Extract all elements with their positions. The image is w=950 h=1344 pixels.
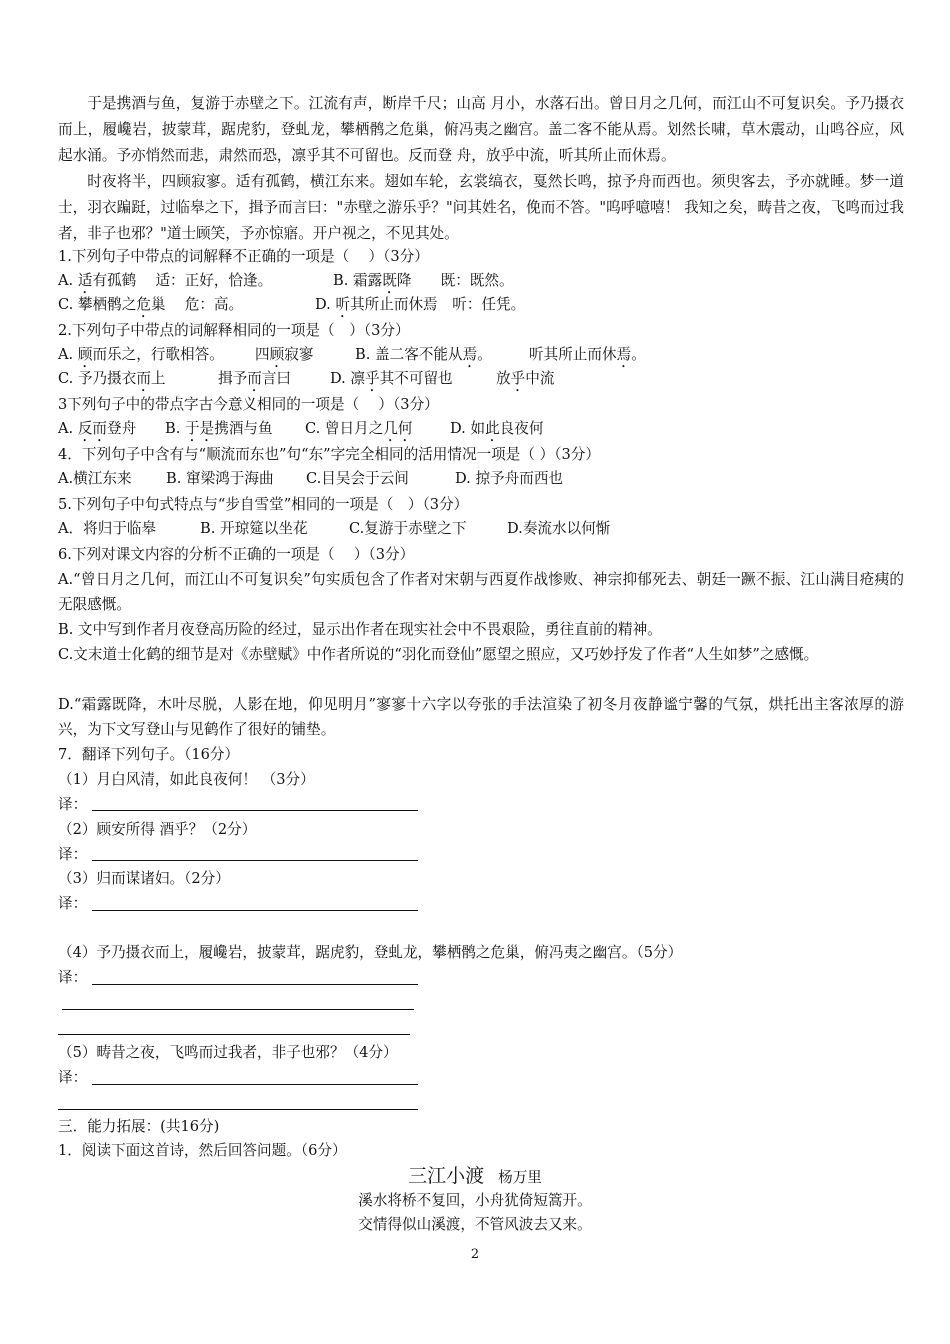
- q7-sentence-2: （2）顾安所得 酒乎？（2分）: [58, 821, 257, 838]
- poem-line-1: 溪水将桥不复回，小舟犹倚短篙开。: [358, 1192, 592, 1209]
- q5-option-d: D.奏流水以何惭: [507, 520, 611, 537]
- q5-option-a: A．将归于临皋: [58, 520, 157, 537]
- answer-line-4b[interactable]: [62, 1009, 414, 1010]
- q6-option-c: C.文末道士化鹤的细节是对《赤壁赋》中作者所说的“羽化而登仙”愿望之照应，又巧妙抒发了作者“人生如梦”之感慨。: [58, 646, 819, 663]
- q4-options: [58, 466, 903, 491]
- q1-option-c: C. 攀栖鹘之危巢 危：高。: [58, 296, 244, 313]
- q1-stem: 1.下列句子中带点的词解释不正确的一项是（ ）（3分）: [58, 248, 429, 265]
- q3-option-a: A. 反而登舟: [58, 420, 137, 437]
- passage-paragraph-2: 时夜将半，四顾寂寥。适有孤鹤，横江东来。翅如车轮，玄裳缟衣，戛然长鸣，掠予舟而西也。须臾客去，予亦就睡。梦一道士，羽衣蹁跹，过临皋之下，揖予而言曰："赤壁之游乐乎？"问其姓名，俛而不答。"呜呼噫嘻！ 我知之矣，畴昔之夜，飞鸣而过我者，非子也邪？"道士顾笑，予亦惊寤。开户视之，不见其处。: [58, 173, 904, 242]
- answer-line-4c[interactable]: [58, 1034, 410, 1035]
- q7-sentence-5: （5）畴昔之夜，飞鸣而过我者，非子也邪？（4分）: [58, 1044, 398, 1061]
- section-3-question-1: 1．阅读下面这首诗，然后回答问题。（6分）: [58, 1142, 347, 1159]
- q5-options: [58, 516, 903, 541]
- q5-stem: 5.下列句子中句式特点与“步自雪堂”相同的一项是（ ）（3分）: [58, 496, 469, 513]
- q7-answer-label-1: 译：: [58, 796, 88, 813]
- q2-option-a-1: A. 顾而乐之，行歌相答。: [58, 346, 224, 363]
- q1-options-cd: [58, 292, 903, 317]
- poem-line-2: 交情得似山溪渡，不管风波去又来。: [358, 1216, 592, 1233]
- q6-option-a: A.“曾日月之几何，而江山不可复识矣”句实质包含了作者对宋朝与西夏作战惨败、神宗抑郁死去、朝廷一蹶不振、江山满目疮痍的无限感慨。: [58, 571, 904, 613]
- q1-option-b: B. 霜露既降 既：既然。: [333, 272, 514, 289]
- q2-option-c-2: 揖予而言曰: [218, 370, 292, 387]
- section-3-heading: 三．能力拓展：(共16分): [58, 1118, 220, 1135]
- q4-stem: 4．下列句子中含有与“顺流而东也”句“东”字完全相同的活用情况一项是（ ）（3分）: [58, 446, 600, 463]
- q7-stem: 7．翻译下列句子。（16分）: [58, 746, 240, 763]
- q3-option-b: B. 于是携酒与鱼: [165, 420, 273, 437]
- q5-option-b: B. 开琼筵以坐花: [200, 520, 308, 537]
- q7-sentence-3: （3）归而谋诸妇。（2分）: [58, 870, 230, 887]
- q1-options-ab: [58, 268, 903, 293]
- q2-options-ab: [58, 342, 903, 367]
- answer-line-5b[interactable]: [58, 1109, 418, 1110]
- q2-stem: 2.下列句子中带点的词解释相同的一项是（ ）（3分）: [58, 322, 410, 339]
- q4-option-a: A.横江东来: [58, 470, 132, 487]
- q1-option-d: D. 听其所止而休焉 听：任凭。: [315, 296, 526, 313]
- answer-line-2[interactable]: [92, 860, 418, 861]
- q2-option-d-1: D. 凛乎其不可留也: [330, 370, 453, 387]
- passage-paragraph-1: 于是携酒与鱼，复游于赤壁之下。江流有声，断岸千尺；山高 月小，水落石出。曾日月之几何，而江山不可复识矣。予乃摄衣而上，履巉岩，披蒙茸，踞虎豹，登虬龙，攀栖鹘之危巢，俯冯夷之幽宫。盖二客不能从焉。划然长啸，草木震动，山鸣谷应，风起水涌。予亦悄然而悲，肃然而恐，凛乎其不可留也。反而登 舟，放乎中流，听其所止而休焉。: [58, 95, 904, 164]
- q6-option-b: B. 文中写到作者月夜登高历险的经过，显示出作者在现实社会中不畏艰险，勇往直前的精神。: [58, 621, 662, 638]
- poem-author: 杨万里: [498, 1169, 542, 1186]
- q4-option-c: C.目吴会于云间: [306, 470, 409, 487]
- answer-line-4a[interactable]: [92, 984, 418, 985]
- q7-answer-label-4: 译：: [58, 969, 88, 986]
- q3-options: [58, 416, 903, 441]
- poem-title-line: [0, 1163, 950, 1191]
- q2-option-a-2: 四顾寂寥: [255, 346, 314, 363]
- q2-option-b-2: 听其所止而休焉。: [529, 346, 646, 363]
- q6-stem: 6.下列对课文内容的分析不正确的一项是（ ）（3分）: [58, 546, 415, 563]
- q3-option-c: C. 曾日月之几何: [305, 420, 413, 437]
- q5-option-c: C.复游于赤壁之下: [349, 520, 467, 537]
- q3-stem: 3下列句子中的带点字古今意义相同的一项是（ ）（3分）: [58, 396, 439, 413]
- q2-options-cd: [58, 366, 903, 391]
- q7-sentence-1: （1）月白风清，如此良夜何！ （3分）: [58, 771, 315, 788]
- q1-option-a: A. 适有孤鹤 适：正好，恰逢。: [58, 272, 273, 289]
- q4-option-d: D. 掠予舟而西也: [455, 470, 564, 487]
- q7-answer-label-2: 译：: [58, 846, 88, 863]
- q2-option-b-1: B. 盖二客不能从焉。: [355, 346, 492, 363]
- q4-option-b: B. 窜梁鸿于海曲: [166, 470, 274, 487]
- q6-option-d: D.“霜露既降，木叶尽脱，人影在地，仰见明月”寥寥十六字以夸张的手法渲染了初冬月夜静谧宁馨的气氛，烘托出主客浓厚的游兴，为下文写登山与见鹤作了很好的铺垫。: [58, 696, 904, 738]
- answer-line-1[interactable]: [92, 810, 418, 811]
- answer-line-5a[interactable]: [92, 1084, 418, 1085]
- poem-title: 三江小渡: [408, 1165, 485, 1187]
- q7-answer-label-3: 译：: [58, 895, 88, 912]
- q2-option-d-2: 放乎中流: [496, 370, 555, 387]
- q7-sentence-4: （4）予乃摄衣而上，履巉岩，披蒙茸，踞虎豹，登虬龙，攀栖鹘之危巢，俯冯夷之幽宫。（5分）: [58, 944, 683, 961]
- page-number: 2: [470, 1247, 480, 1262]
- answer-line-3[interactable]: [92, 910, 418, 911]
- q2-option-c-1: C. 予乃摄衣而上: [58, 370, 166, 387]
- q7-answer-label-5: 译：: [58, 1069, 88, 1086]
- q3-option-d: D. 如此良夜何: [450, 420, 544, 437]
